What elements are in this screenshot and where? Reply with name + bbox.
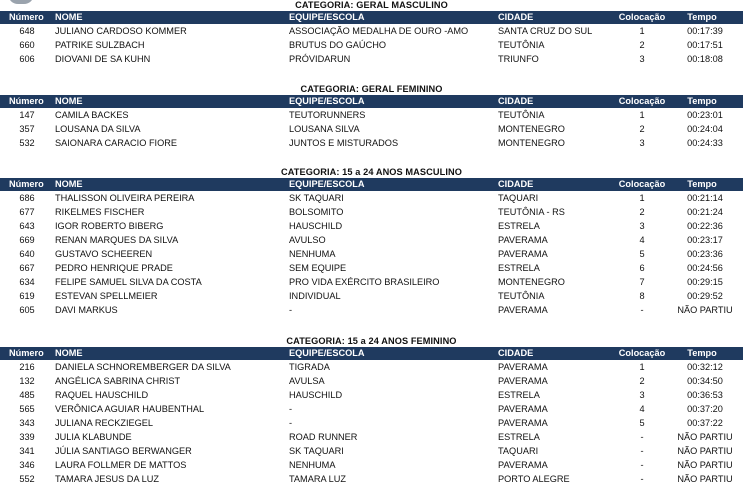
cell-colocacao: 8 (639, 291, 645, 301)
cell-nome: DAVI MARKUS (55, 305, 118, 315)
cell-nome: TAMARA JESUS DA LUZ (55, 474, 159, 484)
cell-equipe: AVULSO (289, 235, 326, 245)
table-row (0, 122, 743, 136)
cell-nome: JULIANA RECKZIEGEL (55, 418, 154, 428)
cell-numero: 669 (19, 235, 35, 245)
cell-equipe: AVULSA (289, 376, 325, 386)
cell-nome: JULIA KLABUNDE (55, 432, 132, 442)
cell-numero: 634 (19, 277, 35, 287)
table-row (0, 289, 743, 303)
cell-nome: SAIONARA CARACIO FIORE (55, 138, 178, 148)
cell-tempo: 00:22:36 (687, 221, 723, 231)
cell-nome: JULIANO CARDOSO KOMMER (55, 26, 187, 36)
cell-numero: 606 (19, 54, 35, 64)
cell-tempo: NÃO PARTIU (677, 474, 733, 484)
cell-nome: CAMILA BACKES (55, 110, 129, 120)
cell-numero: 686 (19, 193, 35, 203)
cell-nome: THALISSON OLIVEIRA PEREIRA (55, 193, 195, 203)
cell-equipe: PRO VIDA EXÉRCITO BRASILEIRO (289, 277, 440, 287)
cell-colocacao: 2 (639, 376, 645, 386)
cell-numero: 660 (19, 40, 35, 50)
category-title: CATEGORIA: 15 a 24 ANOS FEMININO (286, 336, 457, 346)
cell-nome: DIOVANI DE SA KUHN (55, 54, 151, 64)
table-row (0, 247, 743, 261)
cell-equipe: BOLSOMITO (289, 207, 344, 217)
table-row (0, 24, 743, 38)
cell-nome: PATRIKE SULZBACH (55, 40, 145, 50)
cell-equipe: INDIVIDUAL (289, 291, 341, 301)
table-header (0, 347, 743, 360)
cell-tempo: NÃO PARTIU (677, 305, 733, 315)
cell-colocacao: 2 (639, 124, 645, 134)
category-15-24-feminino (0, 336, 743, 486)
cell-cidade: TEUTÔNIA - RS (498, 207, 565, 217)
cell-tempo: 00:21:14 (687, 193, 723, 203)
cell-numero: 147 (19, 110, 35, 120)
cell-tempo: NÃO PARTIU (677, 432, 733, 442)
cell-cidade: PAVERAMA (498, 418, 548, 428)
cell-numero: 565 (19, 404, 35, 414)
cell-nome: RAQUEL HAUSCHILD (55, 390, 149, 400)
cell-numero: 343 (19, 418, 35, 428)
cell-colocacao: 4 (639, 235, 645, 245)
cell-tempo: 00:37:22 (687, 418, 723, 428)
header-tempo: Tempo (687, 12, 717, 22)
cell-equipe: LOUSANA SILVA (289, 124, 360, 134)
table-row (0, 108, 743, 122)
header-cidade: CIDADE (498, 179, 534, 189)
table-row (0, 416, 743, 430)
cell-tempo: 00:29:52 (687, 291, 723, 301)
cell-colocacao: 2 (639, 40, 645, 50)
cell-colocacao: 1 (639, 26, 645, 36)
cell-tempo: 00:29:15 (687, 277, 723, 287)
cell-colocacao: 1 (639, 193, 645, 203)
cell-nome: DANIELA SCHNOREMBERGER DA SILVA (55, 362, 231, 372)
cell-colocacao: 3 (639, 390, 645, 400)
cell-colocacao: 6 (639, 263, 645, 273)
table-row (0, 458, 743, 472)
table-row (0, 219, 743, 233)
header-tempo: Tempo (687, 96, 717, 106)
category-geral-masculino (0, 0, 743, 66)
cell-numero: 132 (19, 376, 35, 386)
cell-cidade: MONTENEGRO (498, 138, 565, 148)
header-nome: NOME (55, 96, 83, 106)
cell-equipe: JUNTOS E MISTURADOS (289, 138, 399, 148)
cell-colocacao: 5 (639, 249, 645, 259)
cell-equipe: SK TAQUARI (289, 193, 344, 203)
cell-numero: 667 (19, 263, 35, 273)
cell-cidade: PAVERAMA (498, 362, 548, 372)
cell-tempo: 00:24:56 (687, 263, 723, 273)
header-cidade: CIDADE (498, 12, 534, 22)
cell-equipe: - (289, 418, 293, 428)
cell-cidade: PAVERAMA (498, 305, 548, 315)
cell-nome: JÚLIA SANTIAGO BERWANGER (55, 446, 192, 456)
cell-tempo: 00:34:50 (687, 376, 723, 386)
cell-numero: 640 (19, 249, 35, 259)
cell-tempo: 00:23:01 (687, 110, 723, 120)
cell-nome: VERÔNICA AGUIAR HAUBENTHAL (55, 404, 205, 414)
table-row (0, 360, 743, 374)
cell-equipe: TEUTORUNNERS (289, 110, 366, 120)
cell-nome: IGOR ROBERTO BIBERG (55, 221, 164, 231)
header-nome: NOME (55, 348, 83, 358)
header-numero: Número (9, 348, 44, 358)
cell-nome: ANGÉLICA SABRINA CHRIST (55, 376, 181, 386)
table-row (0, 430, 743, 444)
cell-equipe: SEM EQUIPE (289, 263, 347, 273)
header-tempo: Tempo (687, 348, 717, 358)
cell-equipe: TAMARA LUZ (289, 474, 347, 484)
cell-tempo: 00:23:36 (687, 249, 723, 259)
cell-cidade: MONTENEGRO (498, 277, 565, 287)
header-numero: Número (9, 96, 44, 106)
header-equipe: EQUIPE/ESCOLA (289, 96, 365, 106)
cell-numero: 619 (19, 291, 35, 301)
cell-cidade: PAVERAMA (498, 376, 548, 386)
header-colocacao: Colocação (618, 348, 666, 358)
cell-equipe: NENHUMA (289, 460, 336, 470)
cell-cidade: TRIUNFO (498, 54, 539, 64)
cell-cidade: TEUTÔNIA (498, 291, 545, 301)
cell-tempo: 00:24:04 (687, 124, 723, 134)
cell-colocacao: - (640, 446, 644, 456)
cell-nome: RIKELMES FISCHER (55, 207, 145, 217)
table-row (0, 261, 743, 275)
cell-nome: LAURA FOLLMER DE MATTOS (55, 460, 187, 470)
cell-cidade: ESTRELA (498, 263, 540, 273)
cell-colocacao: 3 (639, 54, 645, 64)
table-header (0, 95, 743, 108)
cell-equipe: SK TAQUARI (289, 446, 344, 456)
cell-cidade: PAVERAMA (498, 404, 548, 414)
table-row (0, 136, 743, 150)
cell-nome: LOUSANA DA SILVA (55, 124, 141, 134)
cell-equipe: HAUSCHILD (289, 221, 343, 231)
category-geral-feminino (0, 84, 743, 150)
header-equipe: EQUIPE/ESCOLA (289, 179, 365, 189)
cell-numero: 643 (19, 221, 35, 231)
header-colocacao: Colocação (618, 179, 666, 189)
cell-tempo: 00:21:24 (687, 207, 723, 217)
cell-cidade: ESTRELA (498, 221, 540, 231)
cell-nome: GUSTAVO SCHEEREN (55, 249, 153, 259)
header-cidade: CIDADE (498, 96, 534, 106)
table-row (0, 402, 743, 416)
cell-cidade: PAVERAMA (498, 460, 548, 470)
table-row (0, 205, 743, 219)
header-numero: Número (9, 12, 44, 22)
table-header (0, 178, 743, 191)
cell-colocacao: - (640, 432, 644, 442)
cell-cidade: PAVERAMA (498, 235, 548, 245)
cell-colocacao: 7 (639, 277, 645, 287)
cell-equipe: PRÓVIDARUN (289, 54, 351, 64)
table-header (0, 11, 743, 24)
cell-nome: ESTEVAN SPELLMEIER (55, 291, 158, 301)
cell-equipe: - (289, 404, 293, 414)
cell-numero: 532 (19, 138, 35, 148)
header-colocacao: Colocação (618, 96, 666, 106)
table-row (0, 303, 743, 317)
cell-equipe: NENHUMA (289, 249, 336, 259)
cell-colocacao: - (640, 474, 644, 484)
table-row (0, 191, 743, 205)
cell-numero: 648 (19, 26, 35, 36)
cell-numero: 341 (19, 446, 35, 456)
cell-numero: 605 (19, 305, 35, 315)
cell-tempo: 00:36:53 (687, 390, 723, 400)
cell-cidade: PORTO ALEGRE (498, 474, 570, 484)
cell-tempo: 00:24:33 (687, 138, 723, 148)
header-cidade: CIDADE (498, 348, 534, 358)
cell-numero: 339 (19, 432, 35, 442)
cell-tempo: 00:32:12 (687, 362, 723, 372)
category-title: CATEGORIA: GERAL MASCULINO (295, 0, 448, 10)
cell-numero: 677 (19, 207, 35, 217)
cell-tempo: 00:18:08 (687, 54, 723, 64)
cell-tempo: 00:37:20 (687, 404, 723, 414)
cell-equipe: BRUTUS DO GAÚCHO (289, 40, 386, 50)
header-equipe: EQUIPE/ESCOLA (289, 348, 365, 358)
category-title: CATEGORIA: 15 a 24 ANOS MASCULINO (281, 167, 462, 177)
header-nome: NOME (55, 12, 83, 22)
category-title: CATEGORIA: GERAL FEMININO (300, 84, 443, 94)
cell-tempo: NÃO PARTIU (677, 460, 733, 470)
cell-cidade: TEUTÔNIA (498, 110, 545, 120)
cell-tempo: 00:17:51 (687, 40, 723, 50)
cell-equipe: - (289, 305, 293, 315)
cell-equipe: ROAD RUNNER (289, 432, 358, 442)
table-row (0, 444, 743, 458)
cell-numero: 346 (19, 460, 35, 470)
cell-equipe: ASSOCIAÇÃO MEDALHA DE OURO -AMO (289, 26, 469, 36)
header-equipe: EQUIPE/ESCOLA (289, 12, 365, 22)
category-15-24-masculino (0, 167, 743, 317)
header-tempo: Tempo (687, 179, 717, 189)
cell-colocacao: 3 (639, 221, 645, 231)
cell-numero: 216 (19, 362, 35, 372)
cell-colocacao: 5 (639, 418, 645, 428)
cell-nome: RENAN MARQUES DA SILVA (55, 235, 179, 245)
header-colocacao: Colocação (618, 12, 666, 22)
table-row (0, 52, 743, 66)
cell-cidade: TAQUARI (498, 446, 539, 456)
header-nome: NOME (55, 179, 83, 189)
cell-tempo: 00:23:17 (687, 235, 723, 245)
cell-cidade: TAQUARI (498, 193, 539, 203)
cell-equipe: HAUSCHILD (289, 390, 343, 400)
cell-nome: PEDRO HENRIQUE PRADE (55, 263, 173, 273)
cell-cidade: MONTENEGRO (498, 124, 565, 134)
table-row (0, 275, 743, 289)
table-row (0, 233, 743, 247)
cell-colocacao: 1 (639, 362, 645, 372)
cell-cidade: PAVERAMA (498, 249, 548, 259)
cell-numero: 485 (19, 390, 35, 400)
cell-colocacao: 3 (639, 138, 645, 148)
cell-cidade: SANTA CRUZ DO SUL (498, 26, 593, 36)
cell-nome: FELIPE SAMUEL SILVA DA COSTA (55, 277, 202, 287)
cell-colocacao: 2 (639, 207, 645, 217)
cell-colocacao: 4 (639, 404, 645, 414)
cell-colocacao: - (640, 305, 644, 315)
cell-tempo: 00:17:39 (687, 26, 723, 36)
table-row (0, 374, 743, 388)
cell-cidade: ESTRELA (498, 390, 540, 400)
cell-cidade: ESTRELA (498, 432, 540, 442)
table-row (0, 472, 743, 486)
header-numero: Número (9, 179, 44, 189)
cell-numero: 357 (19, 124, 35, 134)
cell-colocacao: - (640, 460, 644, 470)
cell-numero: 552 (19, 474, 35, 484)
table-row (0, 388, 743, 402)
table-row (0, 38, 743, 52)
cell-equipe: TIGRADA (289, 362, 330, 372)
cell-tempo: NÃO PARTIU (677, 446, 733, 456)
cell-cidade: TEUTÔNIA (498, 40, 545, 50)
cell-colocacao: 1 (639, 110, 645, 120)
